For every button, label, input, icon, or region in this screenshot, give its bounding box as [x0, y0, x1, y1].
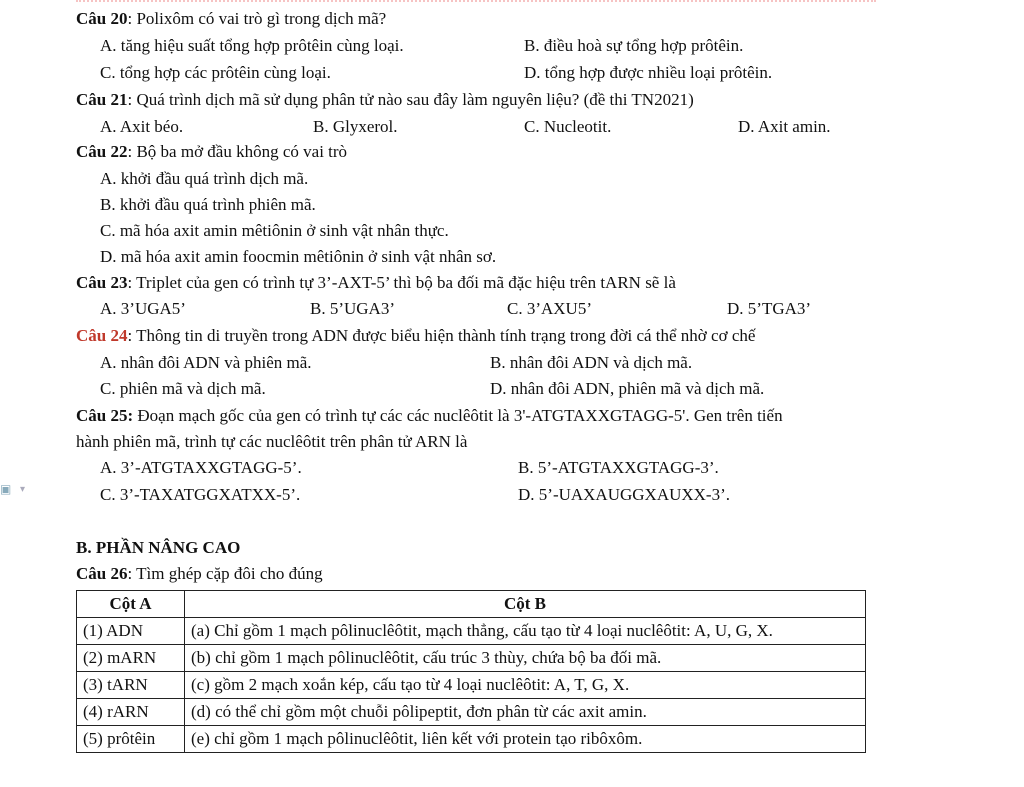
column-b-cell: (e) chỉ gồm 1 mạch pôlinuclêôtit, liên kết với protein tạo ribôxôm. [185, 726, 866, 753]
question-23 [76, 272, 676, 294]
q21-option-b: B. Glyxerol. [313, 117, 398, 136]
question-number: Câu 20 [76, 9, 128, 28]
column-b-header: Cột B [185, 591, 866, 618]
question-number: Câu 23 [76, 273, 128, 292]
column-b-cell: (a) Chỉ gồm 1 mạch pôlinuclêôtit, mạch thẳng, cấu tạo từ 4 loại nuclêôtit: A, U, G, X. [185, 618, 866, 645]
q23-option-b: B. 5’UGA3’ [310, 299, 395, 318]
question-number: Câu 26 [76, 564, 128, 583]
column-b-cell: (c) gồm 2 mạch xoắn kép, cấu tạo từ 4 loại nuclêôtit: A, T, G, X. [185, 672, 866, 699]
q21-option-a: A. Axit béo. [100, 117, 184, 136]
column-a-header: Cột A [77, 591, 185, 618]
question-25-continued: hành phiên mã, trình tự các nuclêôtit trên phân tử ARN là [76, 432, 468, 451]
question-number: Câu 22 [76, 142, 128, 161]
table-header-row [77, 591, 866, 618]
q21-option-d: D. Axit amin. [738, 117, 831, 136]
section-b-title: B. PHẦN NÂNG CAO [76, 538, 241, 557]
q24-option-c: C. phiên mã và dịch mã. [100, 379, 266, 398]
question-text: : Quá trình dịch mã sử dụng phân tử nào sau đây làm nguyên liệu? (đề thi TN2021) [127, 90, 694, 109]
margin-layout-icon[interactable]: ▣ [0, 482, 12, 496]
q25-option-c: C. 3’-TAXATGGXATXX-5’. [100, 485, 301, 504]
margin-dropdown-icon[interactable]: ▾ [20, 484, 26, 495]
table-row [77, 699, 866, 726]
q23-option-c: C. 3’AXU5’ [507, 299, 592, 318]
q24-option-b: B. nhân đôi ADN và dịch mã. [490, 353, 693, 372]
question-text: : Triplet của gen có trình tự 3’-AXT-5’ thì bộ ba đối mã đặc hiệu trên tARN sẽ là [127, 273, 676, 292]
question-text: : Bộ ba mở đầu không có vai trò [127, 142, 348, 161]
table-row [77, 726, 866, 753]
question-number: Câu 25: [76, 406, 134, 425]
q20-option-b: B. điều hoà sự tổng hợp prôtêin. [524, 36, 744, 55]
question-20 [76, 8, 386, 30]
question-number: Câu 21 [76, 90, 128, 109]
q24-option-d: D. nhân đôi ADN, phiên mã và dịch mã. [490, 379, 765, 398]
question-text: Đoạn mạch gốc của gen có trình tự các các nuclêôtit là 3'-ATGTAXXGTAGG-5'. Gen trên tiến [133, 406, 783, 425]
column-a-cell: (4) rARN [77, 699, 185, 726]
column-a-cell: (5) prôtêin [77, 726, 185, 753]
question-text: : Thông tin di truyền trong ADN được biểu hiện thành tính trạng trong đời cá thể nhờ cơ chế [127, 326, 756, 345]
column-a-cell: (2) mARN [77, 645, 185, 672]
table-row [77, 672, 866, 699]
question-22 [76, 141, 347, 163]
column-b-cell: (d) có thể chỉ gồm một chuỗi pôlipeptit, đơn phân từ các axit amin. [185, 699, 866, 726]
table-row [77, 645, 866, 672]
q25-option-b: B. 5’-ATGTAXXGTAGG-3’. [518, 458, 719, 477]
q20-option-c: C. tổng hợp các prôtêin cùng loại. [100, 63, 331, 82]
q23-option-d: D. 5’TGA3’ [727, 299, 812, 318]
q25-option-a: A. 3’-ATGTAXXGTAGG-5’. [100, 458, 302, 477]
q22-option-b: B. khởi đầu quá trình phiên mã. [100, 195, 316, 214]
q22-option-d: D. mã hóa axit amin foocmin mêtiônin ở sinh vật nhân sơ. [100, 247, 497, 266]
column-a-cell: (3) tARN [77, 672, 185, 699]
column-b-cell: (b) chỉ gồm 1 mạch pôlinuclêôtit, cấu trúc 3 thùy, chứa bộ ba đối mã. [185, 645, 866, 672]
question-24 [76, 325, 755, 347]
question-text: : Polixôm có vai trò gì trong dịch mã? [127, 9, 387, 28]
column-a-cell: (1) ADN [77, 618, 185, 645]
question-21 [76, 89, 694, 111]
question-text: : Tìm ghép cặp đôi cho đúng [127, 564, 323, 583]
question-number-highlighted: Câu 24 [76, 326, 128, 345]
q23-option-a: A. 3’UGA5’ [100, 299, 186, 318]
q20-option-d: D. tổng hợp được nhiều loại prôtêin. [524, 63, 773, 82]
q21-option-c: C. Nucleotit. [524, 117, 612, 136]
q20-option-a: A. tăng hiệu suất tổng hợp prôtêin cùng loại. [100, 36, 404, 55]
q24-option-a: A. nhân đôi ADN và phiên mã. [100, 353, 312, 372]
table-row [77, 618, 866, 645]
q22-option-a: A. khởi đầu quá trình dịch mã. [100, 169, 309, 188]
q22-option-c: C. mã hóa axit amin mêtiônin ở sinh vật nhân thực. [100, 221, 449, 240]
question-26 [76, 563, 323, 585]
question-25 [76, 405, 783, 427]
q25-option-d: D. 5’-UAXAUGGXAUXX-3’. [518, 485, 730, 504]
top-spellcheck-remnant [76, 0, 876, 5]
matching-table [76, 590, 866, 753]
